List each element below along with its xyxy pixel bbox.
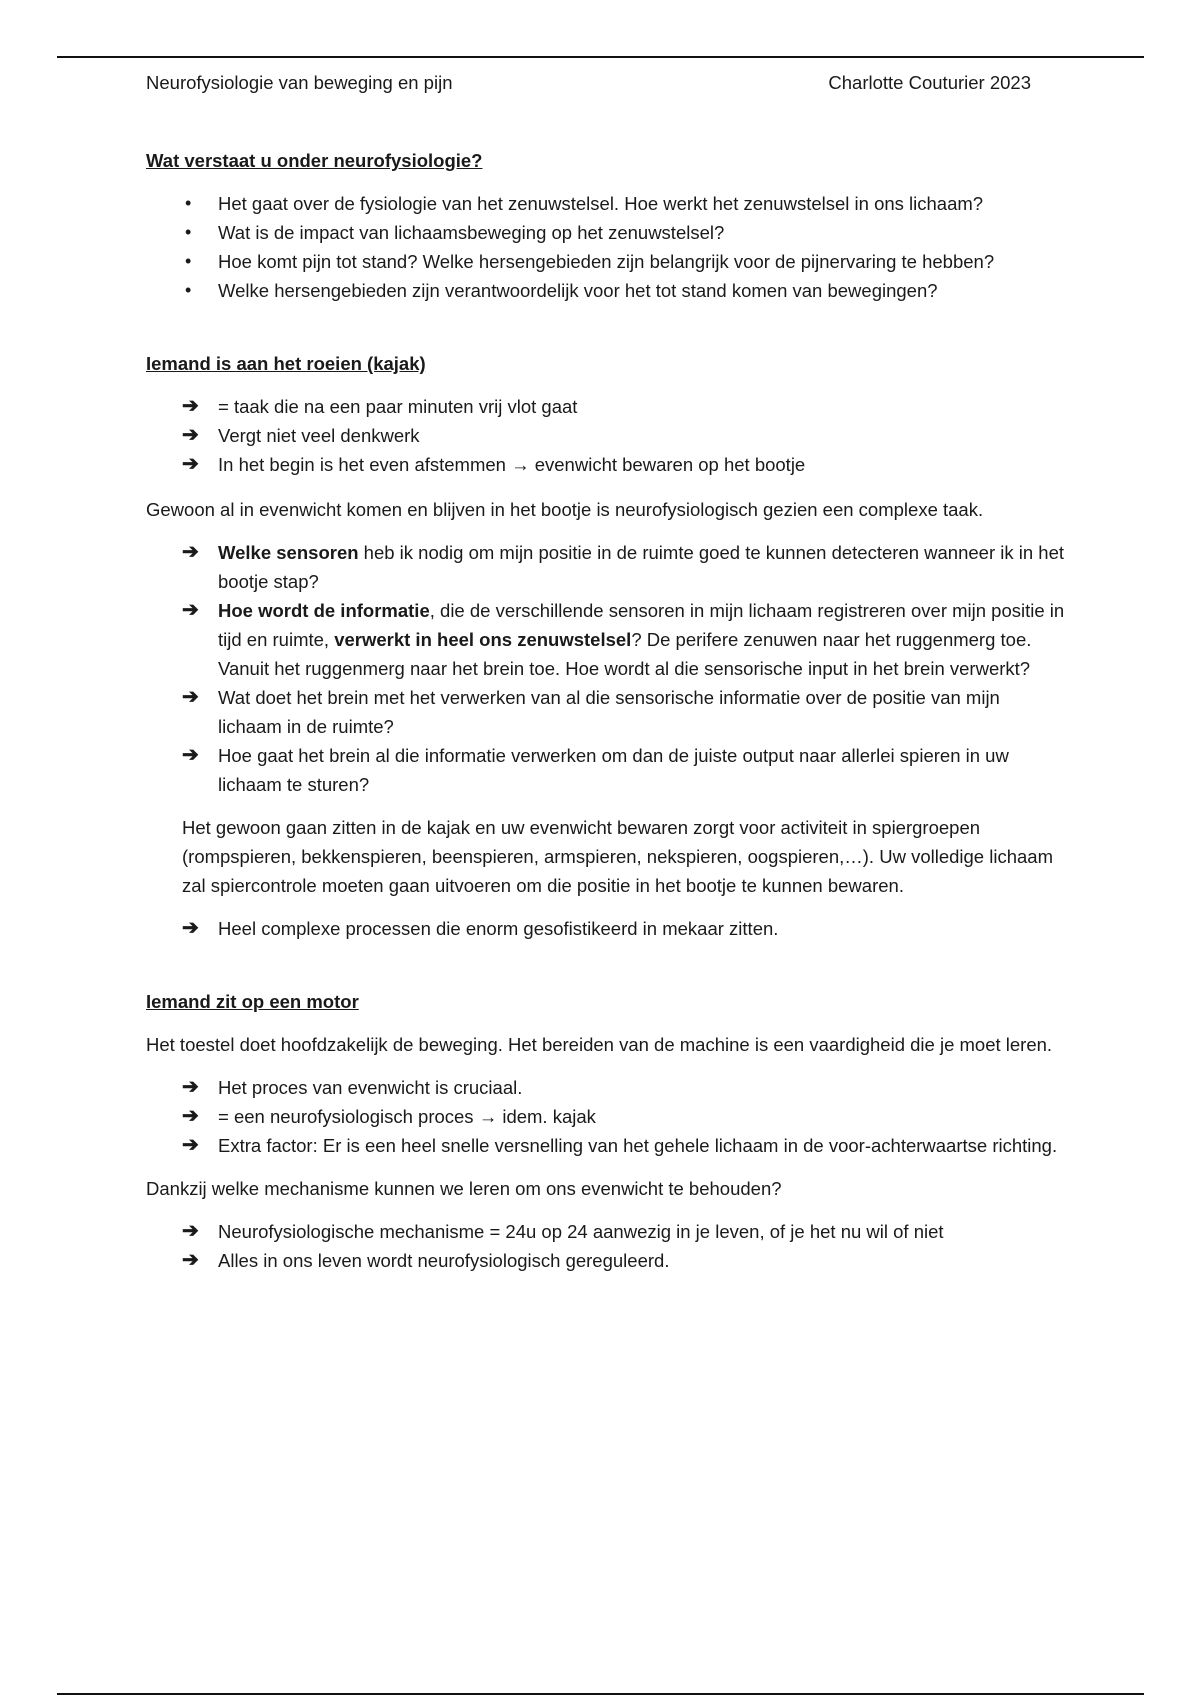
list-item: ➔ Hoe wordt de informatie, die de verschillende sensoren in mijn lichaam registreren over mijn positie in tijd en ruimte, verwerkt in heel ons zenuwstelsel? De perifere zenuwen naar het ruggenmerg toe. Vanuit het ruggenmerg naar het brein toe. Hoe wordt al die sensorische input in het brein verwerkt? <box>218 596 1066 683</box>
paragraph: Het gewoon gaan zitten in de kajak en uw evenwicht bewaren zorgt voor activiteit in spiergroepen (rompspieren, bekkenspieren, beenspieren, armspieren, nekspieren, oogspieren,…). Uw volledige lichaam zal spiercontrole moeten gaan uitvoeren om die positie in het bootje te kunnen bewaren. <box>182 817 1053 896</box>
list-item: ➔ Neurofysiologische mechanisme = 24u op 24 aanwezig in je leven, of je het nu wil of niet <box>218 1217 1066 1246</box>
right-arrow-icon: ➔ <box>182 1076 199 1098</box>
list-item: ➔ Extra factor: Er is een heel snelle versnelling van het gehele lichaam in de voor-achterwaartse richting. <box>218 1131 1066 1160</box>
bullet-list <box>146 189 1066 305</box>
list-item: ➔ Hoe gaat het brein al die informatie verwerken om dan de juiste output naar allerlei spieren in uw lichaam te sturen? <box>218 741 1066 799</box>
right-arrow-icon: ➔ <box>182 599 199 621</box>
list-item: ➔ Het proces van evenwicht is cruciaal. <box>218 1073 1066 1102</box>
list-item: ➔ Welke sensoren heb ik nodig om mijn positie in de ruimte goed te kunnen detecteren wanneer ik in het bootje stap? <box>218 538 1066 596</box>
list-item: • Het gaat over de fysiologie van het zenuwstelsel. Hoe werkt het zenuwstelsel in ons lichaam? <box>218 189 1066 218</box>
list-item: • Hoe komt pijn tot stand? Welke hersengebieden zijn belangrijk voor de pijnervaring te hebben? <box>218 247 1066 276</box>
right-arrow-icon: ➔ <box>182 424 199 446</box>
top-rule <box>57 56 1144 58</box>
list-item: ➔ In het begin is het even afstemmen → evenwicht bewaren op het bootje <box>218 450 1066 479</box>
document-author: Charlotte Couturier 2023 <box>828 72 1031 93</box>
right-arrow-icon: ➔ <box>182 1105 199 1127</box>
list-item: • Welke hersengebieden zijn verantwoordelijk voor het tot stand komen van bewegingen? <box>218 276 1066 305</box>
arrow-list <box>146 1073 1066 1160</box>
paragraph: Het toestel doet hoofdzakelijk de beweging. Het bereiden van de machine is een vaardigheid die je moet leren. <box>146 1034 1053 1055</box>
right-arrow-icon: ➔ <box>182 744 199 766</box>
section-heading-kajak: Iemand is aan het roeien (kajak) <box>146 353 426 374</box>
list-item: ➔ Heel complexe processen die enorm gesofistikeerd in mekaar zitten. <box>218 914 1066 943</box>
list-item: ➔ Alles in ons leven wordt neurofysiologisch gereguleerd. <box>218 1246 1066 1275</box>
right-arrow-icon: ➔ <box>182 917 199 939</box>
list-item: ➔ = een neurofysiologisch proces → idem. kajak <box>218 1102 1066 1131</box>
right-arrow-icon: ➔ <box>182 453 199 475</box>
right-arrow-icon: ➔ <box>182 1220 199 1242</box>
list-item: ➔ Vergt niet veel denkwerk <box>218 421 1066 450</box>
document-body <box>146 146 1066 1275</box>
document-title: Neurofysiologie van beweging en pijn <box>146 72 453 93</box>
list-item: ➔ = taak die na een paar minuten vrij vlot gaat <box>218 392 1066 421</box>
arrow-list <box>146 914 1066 943</box>
arrow-list <box>146 1217 1066 1275</box>
paragraph: Dankzij welke mechanisme kunnen we leren om ons evenwicht te behouden? <box>146 1178 782 1199</box>
list-item: • Wat is de impact van lichaamsbeweging op het zenuwstelsel? <box>218 218 1066 247</box>
arrow-list <box>146 392 1066 479</box>
bottom-rule <box>57 1693 1144 1695</box>
section-heading-neurofysiologie: Wat verstaat u onder neurofysiologie? <box>146 150 483 171</box>
right-arrow-icon: ➔ <box>182 1134 199 1156</box>
right-arrow-icon: ➔ <box>182 686 199 708</box>
paragraph: Gewoon al in evenwicht komen en blijven in het bootje is neurofysiologisch gezien een complexe taak. <box>146 499 984 520</box>
right-arrow-icon: ➔ <box>182 541 199 563</box>
right-arrow-icon: ➔ <box>182 1249 199 1271</box>
question-list <box>146 538 1066 799</box>
list-item: ➔ Wat doet het brein met het verwerken van al die sensorische informatie over de positie van mijn lichaam in de ruimte? <box>218 683 1066 741</box>
section-heading-motor: Iemand zit op een motor <box>146 991 359 1012</box>
right-arrow-icon: ➔ <box>182 395 199 417</box>
